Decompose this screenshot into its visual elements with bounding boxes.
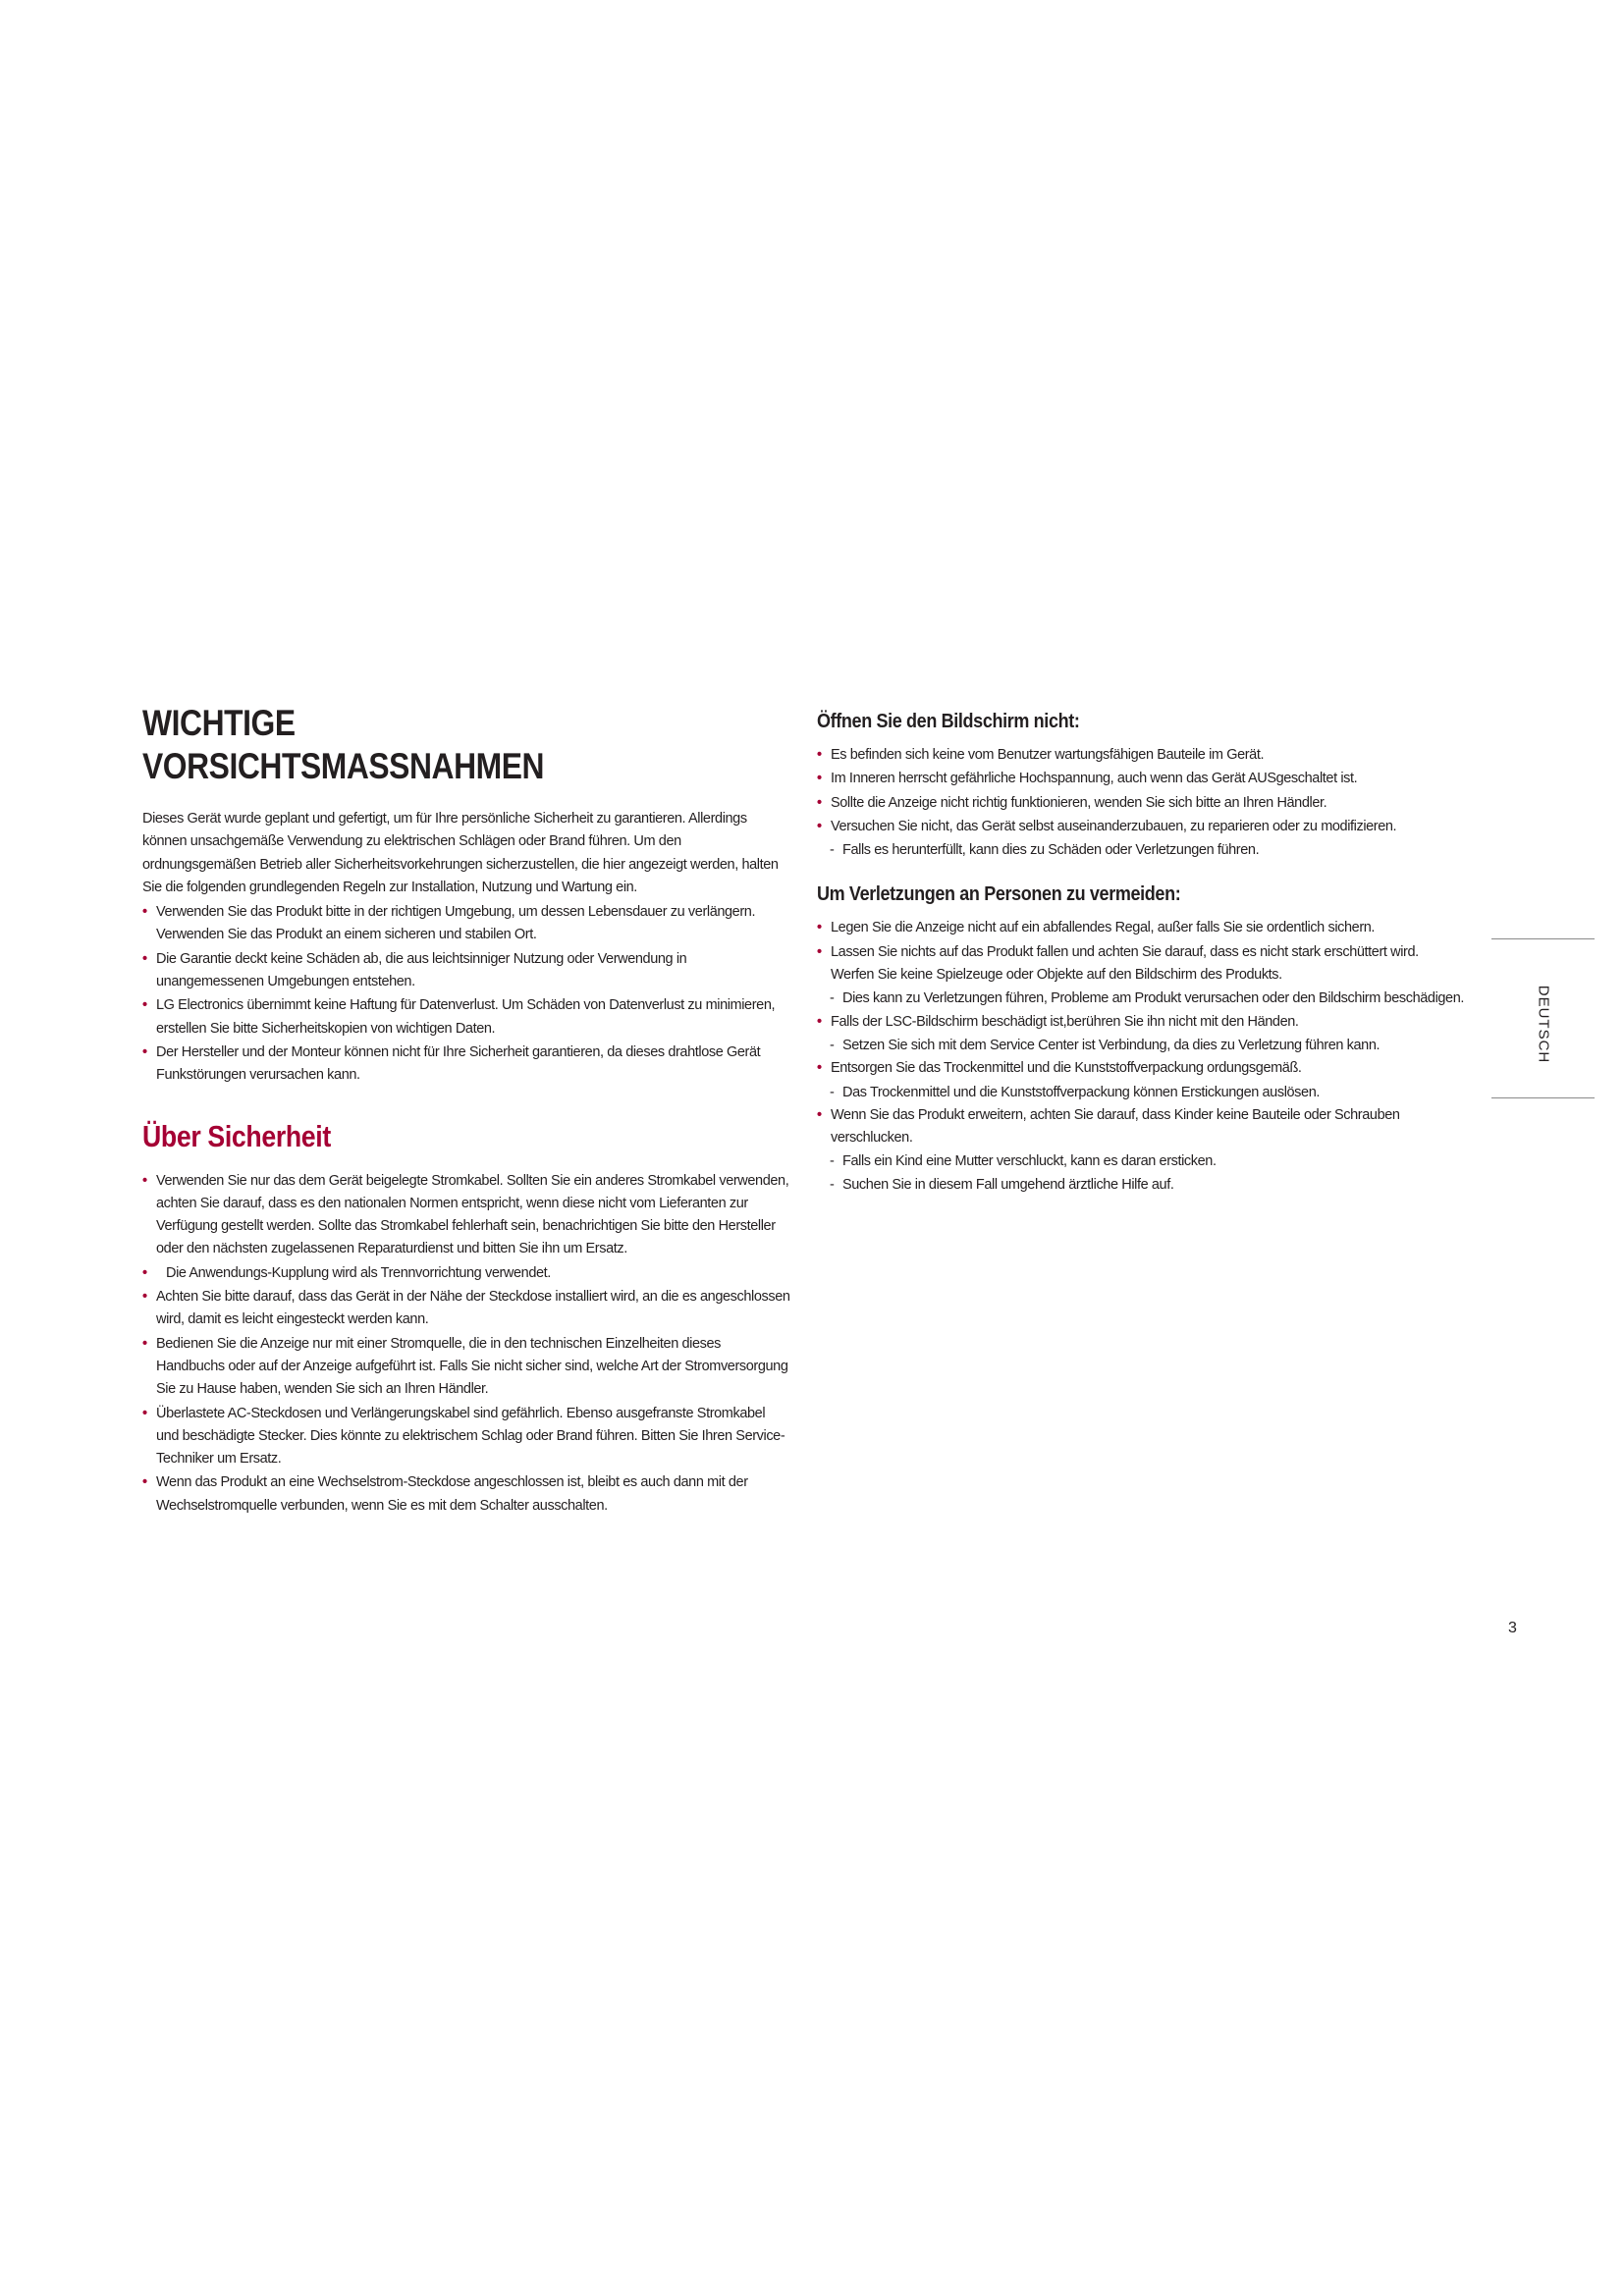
sub-list-item: - Dies kann zu Verletzungen führen, Probleme am Produkt verursachen oder den Bildschirm beschädigen. (817, 988, 1465, 1010)
dash-icon: - (830, 1084, 835, 1100)
bullet-icon: • (142, 904, 147, 921)
right-column (817, 709, 1465, 1197)
language-tab (1519, 980, 1568, 1068)
list-item: • Verwenden Sie nur das dem Gerät beigelegte Stromkabel. Sollten Sie ein anderes Stromkabel verwenden, achten Sie darauf, dass es den nationalen Normen entspricht, wenn diese nicht vom Lieferanten zur Verfügung gestellt werden. Sollte das Stromkabel fehlerhaft sein, benachrichtigen Sie bitte den Hersteller oder den nächsten zugelassenen Reparaturdienst und bitten Sie ihn um Ersatz. (142, 1170, 790, 1261)
left-column (142, 702, 790, 1519)
list-item: • Sollte die Anzeige nicht richtig funktionieren, wenden Sie sich bitte an Ihren Händler. (817, 792, 1465, 815)
bullet-icon: • (817, 818, 822, 834)
section-title: Über Sicherheit (142, 1118, 331, 1153)
heading-avoid-injury: Um Verletzungen an Personen zu vermeiden: (817, 883, 1181, 906)
list-item: • Im Inneren herrscht gefährliche Hochspannung, auch wenn das Gerät AUSgeschaltet ist. (817, 768, 1465, 790)
sub-list-item: - Setzen Sie sich mit dem Service Center ist Verbindung, da dies zu Verletzung führen kann. (817, 1035, 1465, 1057)
bullet-icon: • (142, 1289, 147, 1306)
bullet-icon: • (142, 1264, 147, 1281)
list-item: • Die Garantie deckt keine Schäden ab, die aus leichtsinniger Nutzung oder Verwendung in unangemessenen Umgebungen entstehen. (142, 948, 790, 994)
list-item: • Legen Sie die Anzeige nicht auf ein abfallendes Regal, außer falls Sie sie ordentlich sichern. (817, 917, 1465, 939)
list-item: • Achten Sie bitte darauf, dass das Gerät in der Nähe der Steckdose installiert wird, an die es angeschlossen wird, damit es leicht eingesteckt werden kann. (142, 1286, 790, 1332)
bullet-icon: • (817, 1013, 822, 1030)
dash-icon: - (830, 990, 835, 1007)
bullet-icon: • (817, 1106, 822, 1123)
safety-section (142, 1117, 790, 1518)
sub-list-item: - Falls es herunterfüllt, kann dies zu Schäden oder Verletzungen führen. (817, 839, 1465, 862)
dash-icon: - (830, 842, 835, 859)
page-number: 3 (1508, 1620, 1517, 1636)
bullet-icon: • (142, 1172, 147, 1189)
list-item: • LG Electronics übernimmt keine Haftung für Datenverlust. Um Schäden von Datenverlust zu minimieren, erstellen Sie bitte Sicherheitskopien von wichtigen Daten. (142, 994, 790, 1041)
bullet-icon: • (817, 1060, 822, 1077)
bullet-icon: • (142, 1043, 147, 1060)
list-item: • Es befinden sich keine vom Benutzer wartungsfähigen Bauteile im Gerät. (817, 744, 1465, 767)
sub-list-item: - Suchen Sie in diesem Fall umgehend ärztliche Hilfe auf. (817, 1174, 1465, 1197)
precaution-list (142, 901, 790, 1087)
bullet-icon: • (817, 771, 822, 787)
avoid-injury-list (817, 917, 1465, 1197)
list-item: • Überlastete AC-Steckdosen und Verlängerungskabel sind gefährlich. Ebenso ausgefranste Stromkabel und beschädigte Stecker. Dies könnte zu elektrischem Schlag oder Brand führen. Bitten Sie Ihren Service-Techniker um Ersatz. (142, 1403, 790, 1471)
list-item: • Versuchen Sie nicht, das Gerät selbst auseinanderzubauen, zu reparieren oder zu modifizieren. (817, 816, 1465, 838)
heading-open-screen: Öffnen Sie den Bildschirm nicht: (817, 711, 1080, 732)
dash-icon: - (830, 1176, 835, 1193)
side-divider-top (1491, 938, 1595, 939)
bullet-icon: • (142, 1405, 147, 1421)
list-item: • Entsorgen Sie das Trockenmittel und die Kunststoffverpackung ordungsgemäß. (817, 1057, 1465, 1080)
bullet-icon: • (817, 747, 822, 763)
list-item: • Falls der LSC-Bildschirm beschädigt ist,berühren Sie ihn nicht mit den Händen. (817, 1011, 1465, 1034)
bullet-icon: • (142, 1474, 147, 1491)
list-item: • Bedienen Sie die Anzeige nur mit einer Stromquelle, die in den technischen Einzelheiten dieses Handbuchs oder auf der Anzeige aufgeführt ist. Falls Sie nicht sicher sind, welche Art der Stromversorgung Sie zu Hause haben, wenden Sie sich an Ihren Händler. (142, 1333, 790, 1402)
bullet-icon: • (817, 920, 822, 936)
list-item: • Die Anwendungs-Kupplung wird als Trennvorrichtung verwendet. (142, 1262, 790, 1285)
list-item: • Wenn Sie das Produkt erweitern, achten Sie darauf, dass Kinder keine Bauteile oder Schrauben verschlucken. (817, 1104, 1465, 1150)
list-item: • Wenn das Produkt an eine Wechselstrom-Steckdose angeschlossen ist, bleibt es auch dann mit der Wechselstromquelle verbunden, wenn Sie es mit dem Schalter ausschalten. (142, 1471, 790, 1518)
list-item: • Der Hersteller und der Monteur können nicht für Ihre Sicherheit garantieren, da dieses drahtlose Gerät Funkstörungen verursachen kann. (142, 1041, 790, 1088)
bullet-icon: • (142, 997, 147, 1014)
open-screen-list (817, 744, 1465, 862)
bullet-icon: • (817, 943, 822, 960)
bullet-icon: • (817, 794, 822, 811)
dash-icon: - (830, 1153, 835, 1170)
list-item: • Verwenden Sie das Produkt bitte in der richtigen Umgebung, um dessen Lebensdauer zu verlängern. Verwenden Sie das Produkt an einem sicheren und stabilen Ort. (142, 901, 790, 947)
sub-list-item: - Falls ein Kind eine Mutter verschluckt, kann es daran ersticken. (817, 1150, 1465, 1173)
page-title: WICHTIGE VORSICHTSMASSNAHMEN (142, 703, 545, 786)
side-divider-bottom (1491, 1097, 1595, 1098)
language-label: DEUTSCH (1535, 985, 1552, 1063)
safety-list (142, 1170, 790, 1518)
bullet-icon: • (142, 950, 147, 967)
intro-paragraph: Dieses Gerät wurde geplant und gefertigt, um für Ihre persönliche Sicherheit zu garantieren. Allerdings können unsachgemäße Verwendung zu elektrischen Schlägen oder Brand führen. Um den ordnungsgemäßen Betrieb aller Sicherheitsvorkehrungen sicherzustellen, die hier angezeigt werden, halten Sie die folgenden grundlegenden Regeln zur Installation, Nutzung und Wartung ein. (142, 811, 779, 895)
dash-icon: - (830, 1037, 835, 1053)
bullet-icon: • (142, 1335, 147, 1352)
sub-list-item: - Das Trockenmittel und die Kunststoffverpackung können Erstickungen auslösen. (817, 1082, 1465, 1104)
list-item: • Lassen Sie nichts auf das Produkt fallen und achten Sie darauf, dass es nicht stark erschüttert wird. Werfen Sie keine Spielzeuge oder Objekte auf den Bildschirm des Produkts. (817, 941, 1465, 988)
